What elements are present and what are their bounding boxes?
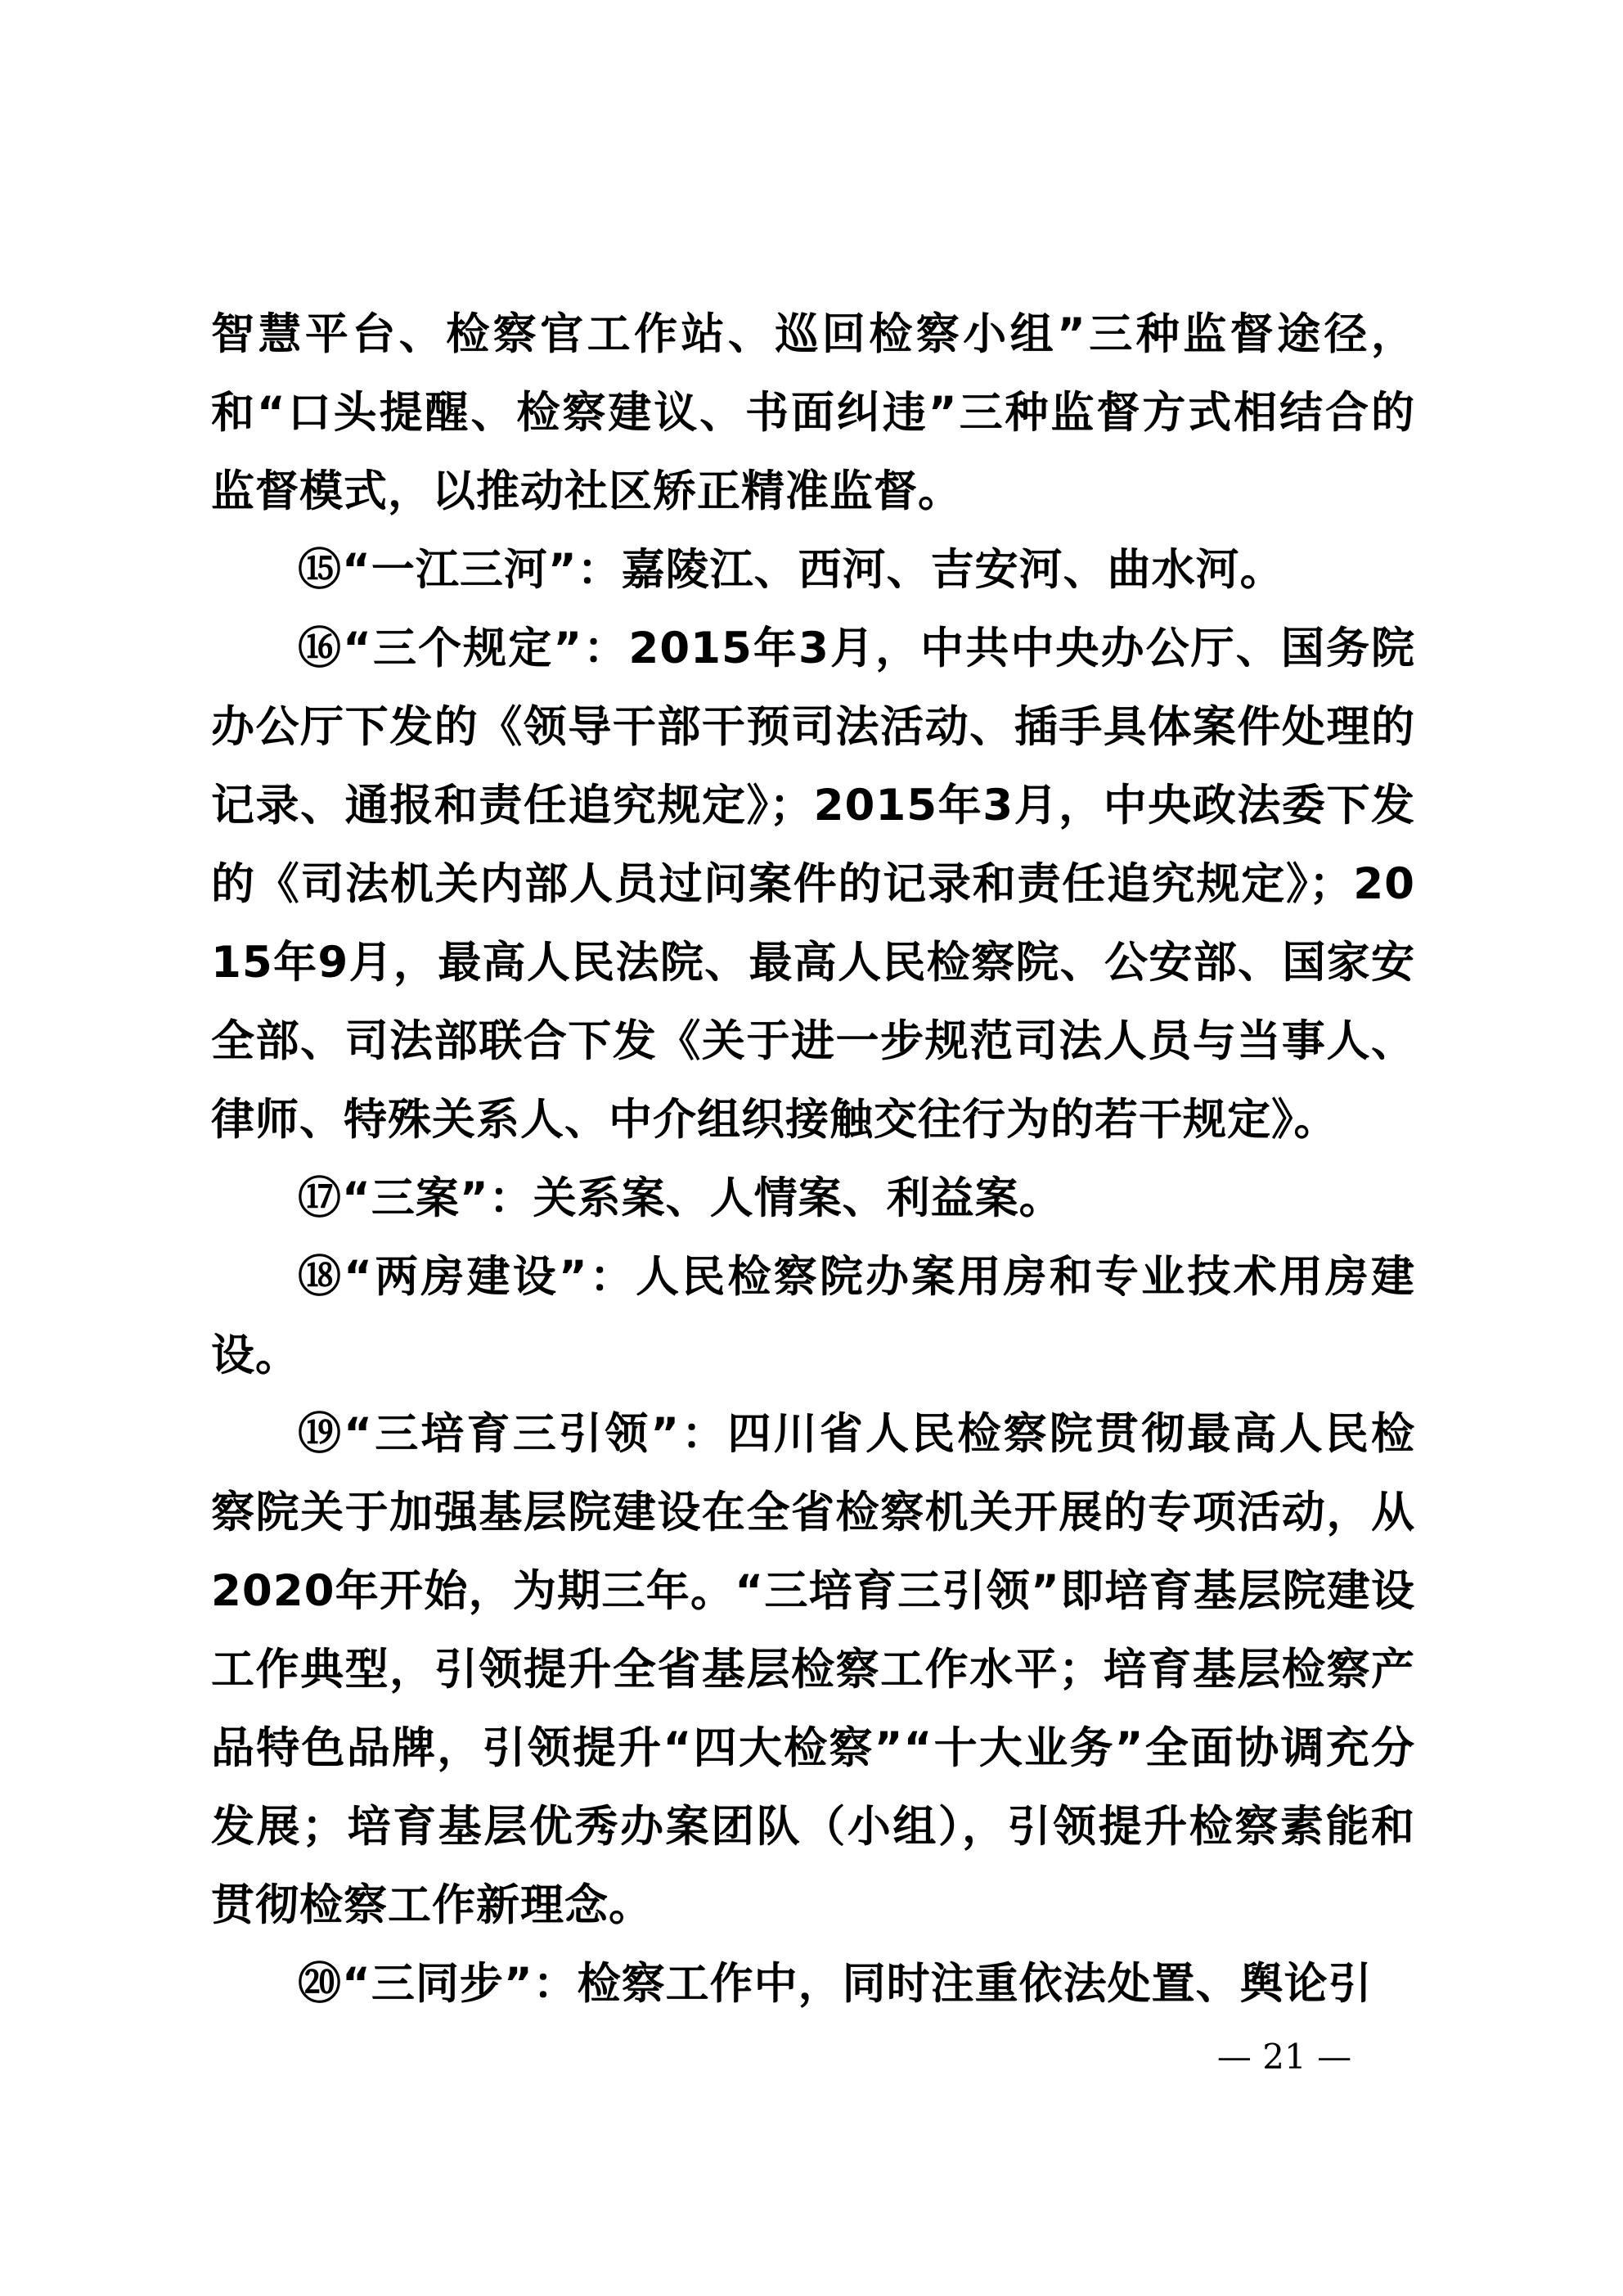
paragraph-note-18: ⑱“两房建设”：人民检察院办案用房和专业技术用房建设。 <box>211 1252 1415 1380</box>
paragraph-note-19: ⑲“三培育三引领”：四川省人民检察院贯彻最高人民检察院关于加强基层院建设在全省检察机关开展的专项活动，从2020年开始，为期三年。“三培育三引领”即培育基层院建设工作典型，引领提升全省基层检察工作水平；培育基层检察产品特色品牌，引领提升“四大检察”“十大业务”全面协调充分发展；培育基层优秀办案团队（小组），引领提升检察素能和贯彻检察工作新理念。 <box>211 1409 1415 1930</box>
document-body <box>211 295 1415 2024</box>
paragraph-note-20: ⑳“三同步”：检察工作中，同时注重依法处置、舆论引 <box>298 1959 1373 2009</box>
page-number: — 21 — <box>1216 2037 1352 2077</box>
paragraph-note-16: ⑯“三个规定”：2015年3月，中共中央办公厅、国务院办公厅下发的《领导干部干预司法活动、插手具体案件处理的记录、通报和责任追究规定》；2015年3月，中央政法委下发的《司法机关内部人员过问案件的记录和责任追究规定》；2015年9月，最高人民法院、最高人民检察院、公安部、国家安全部、司法部联合下发《关于进一步规范司法人员与当事人、律师、特殊关系人、中介组织接触交往行为的若干规定》。 <box>211 624 1415 1145</box>
paragraph-note-15: ⑮“一江三河”：嘉陵江、西河、吉安河、曲水河。 <box>298 545 1284 595</box>
paragraph-continuation: 智慧平台、检察官工作站、巡回检察小组”三种监督途径，和“口头提醒、检察建议、书面纠违”三种监督方式相结合的监督模式，以推动社区矫正精准监督。 <box>211 309 1415 516</box>
paragraph-note-17: ⑰“三案”：关系案、人情案、利益案。 <box>298 1173 1063 1223</box>
